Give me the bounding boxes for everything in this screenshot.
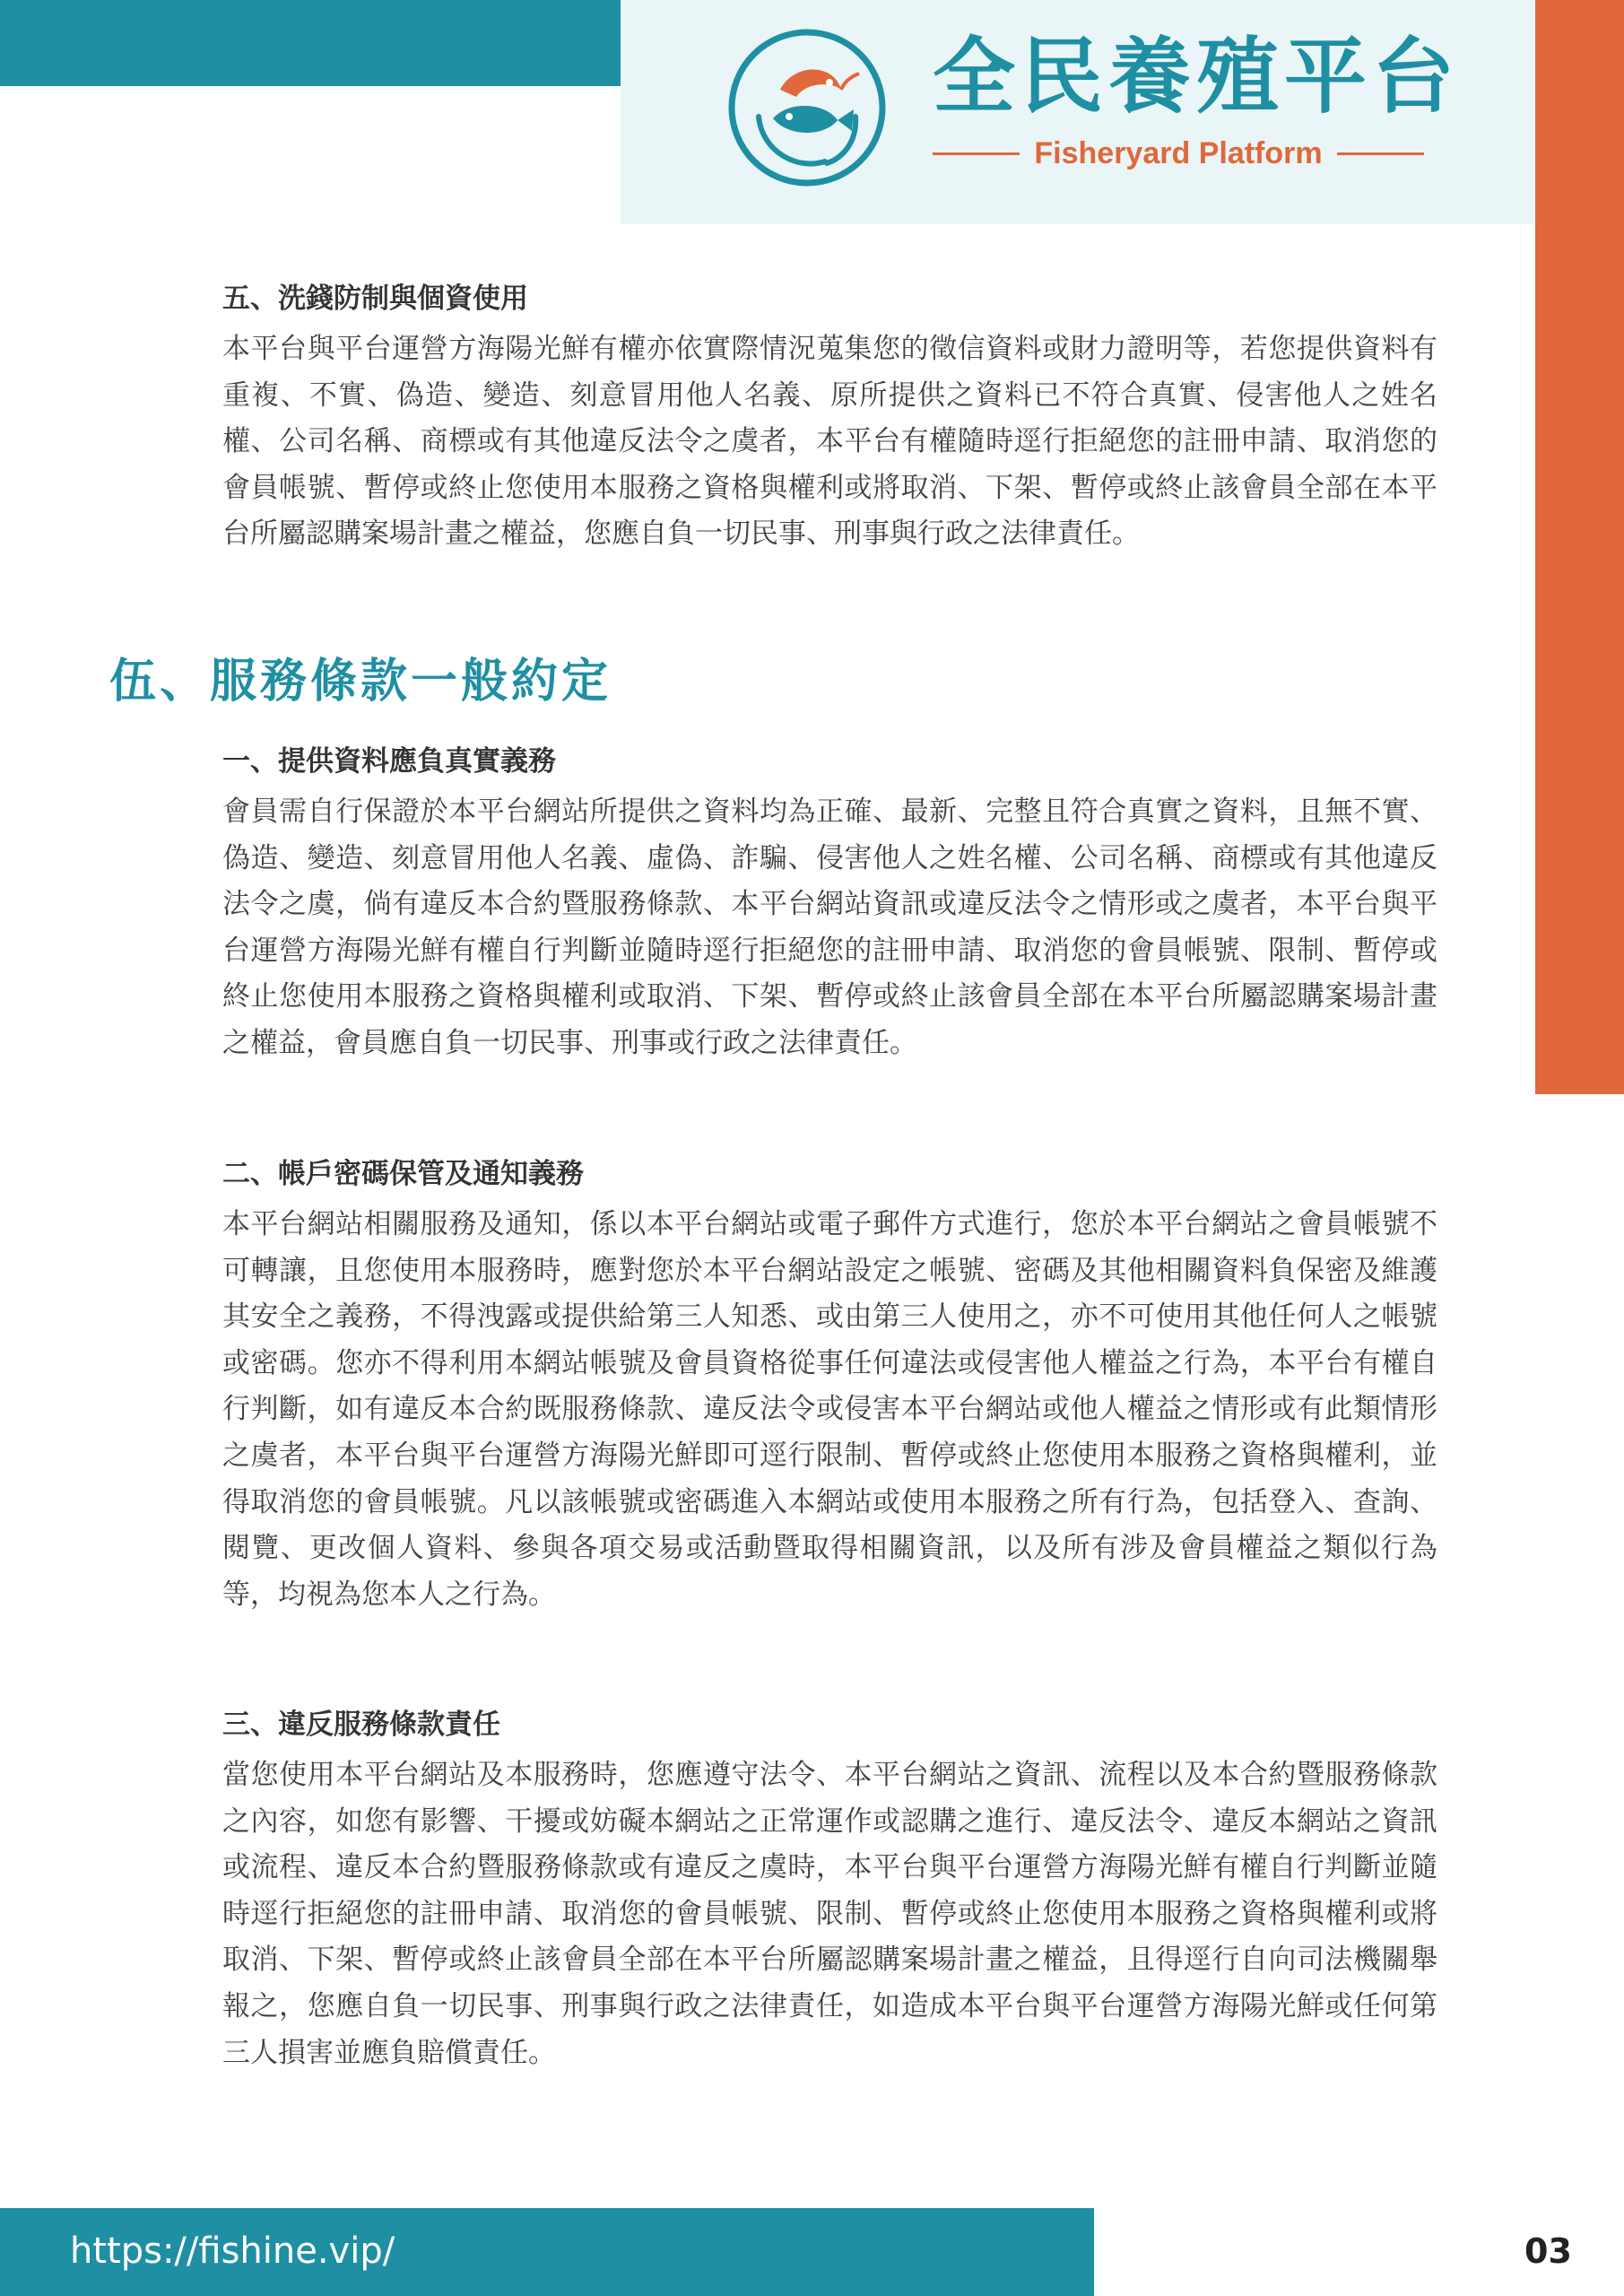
section-title: 伍、服務條款一般約定: [109, 655, 612, 709]
header-accent-bar: [0, 0, 621, 86]
logo-title: 全民養殖平台: [933, 29, 1461, 125]
clause-1: [222, 734, 1437, 1067]
page-number: 03: [1524, 2231, 1572, 2271]
clause-heading: 一、提供資料應負真實義務: [222, 745, 556, 778]
footer-url-link[interactable]: https://fishine.vip/: [70, 2231, 395, 2272]
logo-rule-left: [933, 152, 1020, 155]
intro-heading: 五、洗錢防制與個資使用: [222, 283, 528, 315]
clause-heading: 二、帳戶密碼保管及通知義務: [222, 1158, 584, 1190]
side-accent-bar: [1535, 0, 1624, 1094]
logo-subtitle: [933, 136, 1424, 171]
clause-paragraph: 本平台網站相關服務及通知，係以本平台網站或電子郵件方式進行，您於本平台網站之會員帳號不可轉讓，且您使用本服務時，應對您於本平台網站設定之帳號、密碼及其他相關資料負保密及維護其安全之義務，不得洩露或提供給第三人知悉、或由第三人使用之，亦不可使用其他任何人之帳號或密碼。您亦不得利用本網站帳號及會員資格從事任何違法或侵害他人權益之行為，本平台有權自行判斷，如有違反本合約既服務條款、違反法令或侵害本平台網站或他人權益之情形或有此類情形之虞者，本平台與平台運營方海陽光鮮即可逕行限制、暫停或終止您使用本服務之資格與權利，並得取消您的會員帳號。凡以該帳號或密碼進入本網站或使用本服務之所有行為，包括登入、查詢、閱覽、更改個人資料、參與各項交易或活動暨取得相關資訊，以及所有涉及會員權益之類似行為等，均視為您本人之行為。: [222, 1208, 1437, 1611]
fish-shrimp-hands-icon: [726, 27, 888, 188]
intro-paragraph: 本平台與平台運營方海陽光鮮有權亦依實際情況蒐集您的徵信資料或財力證明等，若您提供資料有重複、不實、偽造、變造、刻意冒用他人名義、原所提供之資料已不符合真實、侵害他人之姓名權、公司名稱、商標或有其他違反法令之虞者，本平台有權隨時逕行拒絕您的註冊申請、取消您的會員帳號、暫停或終止您使用本服務之資格與權利或將取消、下架、暫停或終止該會員全部在本平台所屬認購案場計畫之權益，您應自負一切民事、刑事與行政之法律責任。: [222, 333, 1437, 551]
logo-rule-right: [1337, 152, 1424, 155]
clause-paragraph: 當您使用本平台網站及本服務時，您應遵守法令、本平台網站之資訊、流程以及本合約暨服務條款之內容，如您有影響、干擾或妨礙本網站之正常運作或認購之進行、違反法令、違反本網站之資訊或流程、違反本合約暨服務條款或有違反之虞時，本平台與平台運營方海陽光鮮有權自行判斷並隨時逕行拒絕您的註冊申請、取消您的會員帳號、限制、暫停或終止您使用本服務之資格與權利或將取消、下架、暫停或終止該會員全部在本平台所屬認購案場計畫之權益，且得逕行自向司法機關舉報之，您應自負一切民事、刑事與行政之法律責任，如造成本平台與平台運營方海陽光鮮或任何第三人損害並應負賠償責任。: [222, 1759, 1437, 2069]
clause-heading: 三、違反服務條款責任: [222, 1709, 500, 1741]
intro-block: [222, 271, 1437, 558]
clause-paragraph: 會員需自行保證於本平台網站所提供之資料均為正確、最新、完整且符合真實之資料，且無不實、偽造、變造、刻意冒用他人名義、虛偽、詐騙、侵害他人之姓名權、公司名稱、商標或有其他違反法令之虞，倘有違反本合約暨服務條款、本平台網站資訊或違反法令之情形或之虞者，本平台與平台運營方海陽光鮮有權自行判斷並隨時逕行拒絕您的註冊申請、取消您的會員帳號、限制、暫停或終止您使用本服務之資格與權利或取消、下架、暫停或終止該會員全部在本平台所屬認購案場計畫之權益，會員應自負一切民事、刑事或行政之法律責任。: [222, 796, 1437, 1059]
clause-2: [222, 1146, 1437, 1618]
logo-subtitle-text: Fisheryard Platform: [1034, 136, 1323, 170]
clause-3: [222, 1697, 1437, 2076]
